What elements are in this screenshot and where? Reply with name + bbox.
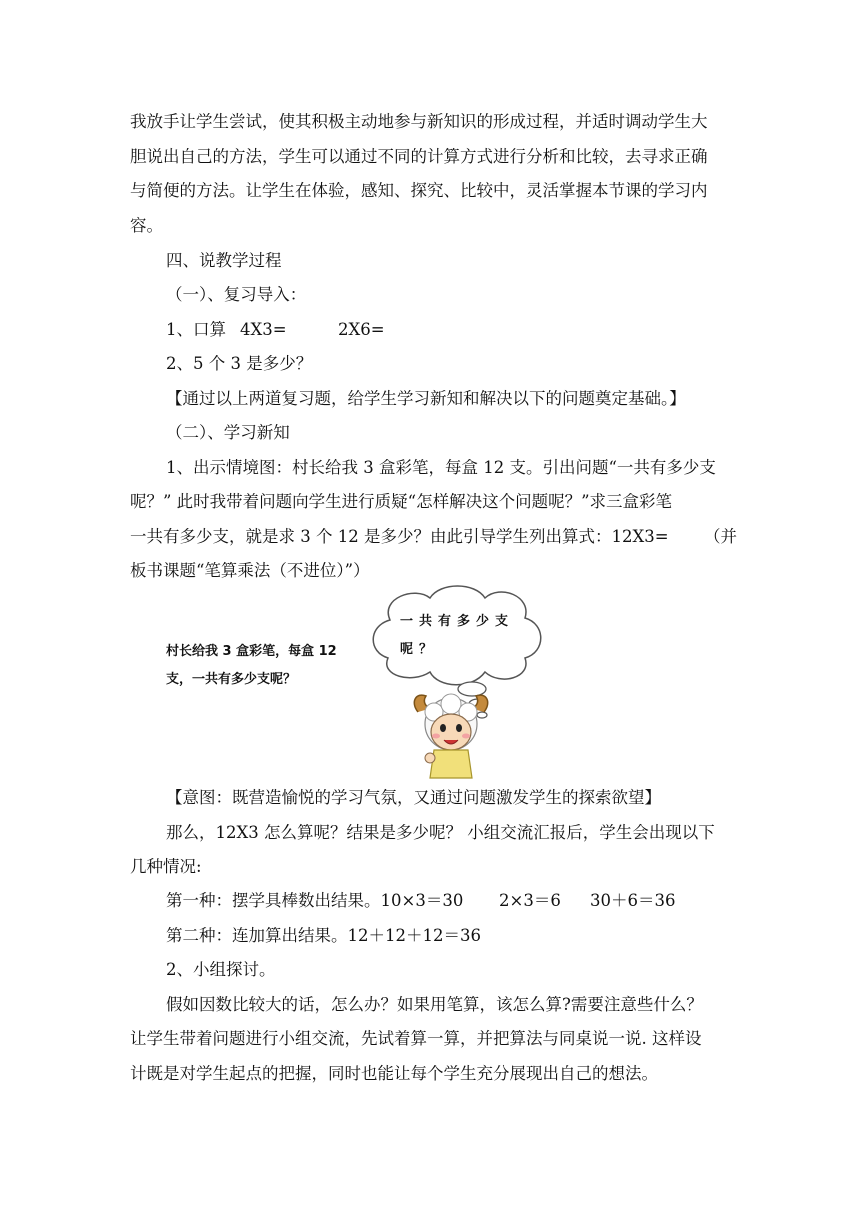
paragraph-line: 计既是对学生起点的把握，同时也能让每个学生充分展现出自己的想法。 <box>130 1064 658 1083</box>
paragraph-line: 假如因数比较大的话，怎么办？如果用笔算，该怎么算?需要注意些什么？ <box>166 995 703 1014</box>
method-one-expression: 30＋6＝36 <box>590 891 676 910</box>
bubble-text: 呢？ <box>400 642 439 657</box>
paragraph-line: （并 <box>704 527 737 546</box>
oral-calc-expression: 2X6= <box>338 320 385 339</box>
paragraph-line: 胆说出自己的方法，学生可以通过不同的计算方式进行分析和比较，去寻求正确 <box>130 147 708 166</box>
method-two: 第二种：连加算出结果。12＋12＋12＝36 <box>166 926 481 945</box>
paragraph-line: 容。 <box>130 216 163 235</box>
figure-caption: 支，一共有多少支呢？ <box>166 672 297 687</box>
step-heading: 2、小组探讨。 <box>166 960 276 979</box>
paragraph-line: 与简便的方法。让学生在体验，感知、探究、比较中，灵活掌握本节课的学习内 <box>130 181 708 200</box>
paragraph-line: 我放手让学生尝试，使其积极主动地参与新知识的形成过程，并适时调动学生大 <box>130 112 708 131</box>
paragraph-line: 1、出示情境图：村长给我 3 盒彩笔，每盒 12 支。引出问题“一共有多少支 <box>166 458 716 477</box>
intent-note: 【意图：既营造愉悦的学习气氛，又通过问题激发学生的探索欲望】 <box>166 788 661 807</box>
method-one-expression: 2×3＝6 <box>499 891 561 910</box>
paragraph-line: 那么，12X3 怎么算呢？结果是多少呢？ 小组交流汇报后，学生会出现以下 <box>166 823 715 842</box>
bubble-text: 一共有多少支 <box>400 614 515 629</box>
method-one: 第一种：摆学具棒数出结果。10×3＝30 <box>166 891 464 910</box>
paragraph-line: 让学生带着问题进行小组交流，先试着算一算，并把算法与同桌说一说. 这样设 <box>130 1029 702 1048</box>
review-question: 2、5 个 3 是多少？ <box>166 354 313 373</box>
paragraph-line: 一共有多少支，就是求 3 个 12 是多少？由此引导学生列出算式：12X3= <box>130 527 669 546</box>
figure-caption: 村长给我 3 盒彩笔，每盒 12 <box>166 644 337 659</box>
section-heading: 四、说教学过程 <box>166 251 282 270</box>
paragraph-line: 板书课题“笔算乘法（不进位）”） <box>130 561 370 580</box>
oral-calc-expression: 4X3= <box>240 320 287 339</box>
subsection-heading: （一）、复习导入： <box>166 285 307 304</box>
note: 【通过以上两道复习题，给学生学习新知和解决以下的问题奠定基础。】 <box>166 389 686 408</box>
cartoon-sheep-illustration <box>408 688 494 780</box>
paragraph-line: 几种情况: <box>130 857 202 876</box>
subsection-heading: （二）、学习新知 <box>166 423 290 442</box>
scene-figure <box>160 580 720 780</box>
paragraph-line: 呢？” 此时我带着问题向学生进行质疑“怎样解决这个问题呢？”求三盒彩笔 <box>130 492 673 511</box>
oral-calc-label: 1、口算 <box>166 320 226 339</box>
